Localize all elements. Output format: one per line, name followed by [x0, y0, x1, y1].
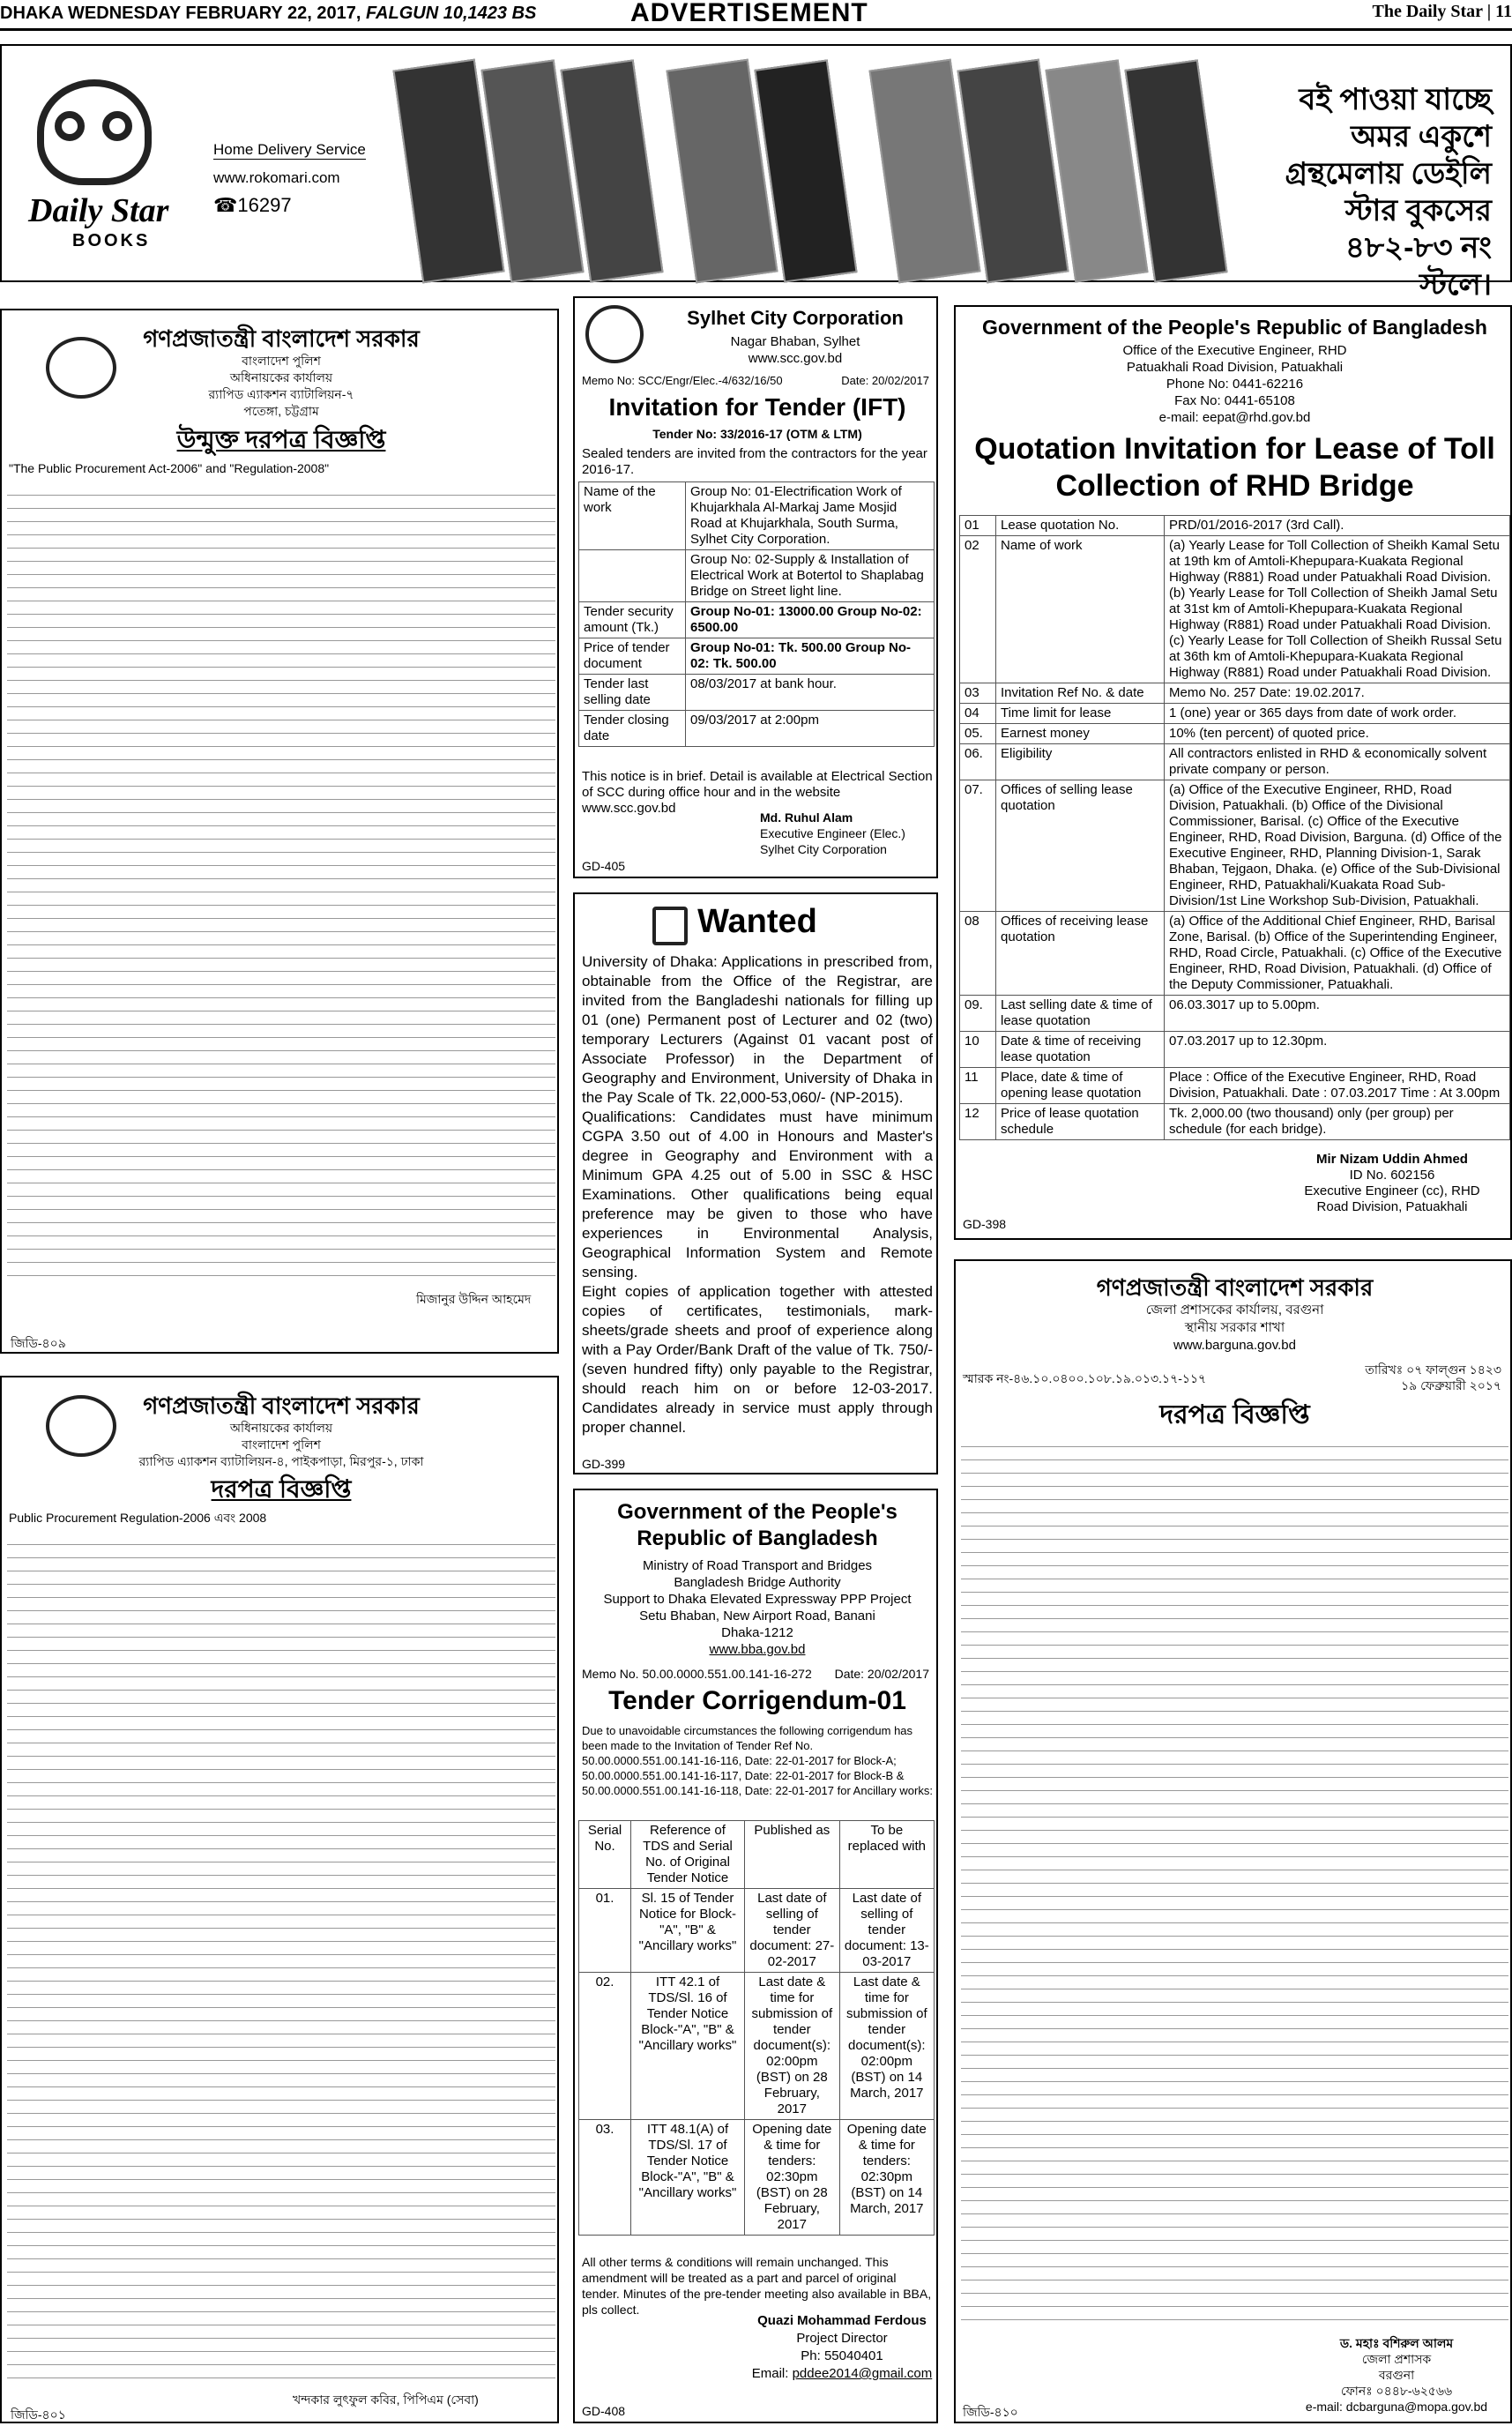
gd-number: জিডি-৪০১: [11, 2407, 66, 2422]
daily-star-books-banner: [0, 44, 1512, 302]
table-row: 01. Sl. 15 of Tender Notice for Block-"A", "B" & "Ancillary works" Last date of selling of tender document: 27-02-2017 Last date of selling of tender document: 13-03-2017: [579, 1889, 935, 1973]
notice-heading: উন্মুক্ত দরপত্র বিজ্ঞপ্তি: [176, 426, 386, 453]
table-row: 06. Eligibility All contractors enlisted in RHD & economically solvent private company or person.: [960, 744, 1510, 780]
notice-intro: Public Procurement Regulation-2006 এবং 2008: [9, 1511, 267, 1525]
notice-title: গণপ্রজাতন্ত্রী বাংলাদেশ সরকার: [143, 1392, 420, 1419]
memo-date: Date: 20/02/2017: [841, 374, 929, 387]
table-row: 01 Lease quotation No. PRD/01/2016-2017 (3rd Call).: [960, 516, 1510, 536]
notice-note: This notice is in brief. Detail is available at Electrical Section of SCC during office hour and in the website www.scc.gov.bd: [582, 769, 933, 816]
bangla-promo-text: বই পাওয়া যাচ্ছে অমর একুশে গ্রন্থমেলায় ডেইলি স্টার বুকসের ৪৮২-৮৩ নং স্টলে।: [1285, 83, 1492, 302]
table-row: 02. ITT 42.1 of TDS/Sl. 16 of Tender Notice Block-"A", "B" & "Ancillary works" Last date & time for submission of tender document(s): 02:00pm (BST) on 28 February, 2017 Last date & time for submission of tender document(s): 02:00pm (BST) on 14 March, 2017: [579, 1973, 935, 2120]
table-row: Name of the work Group No: 01-Electrification Work of Khujarkhala Al-Markaj Jame Mosjid Road at Khujarkhala, South Surma, Sylhet City Corporation.: [579, 482, 935, 550]
signatory: Mir Nizam Uddin Ahmed ID No. 602156 Executive Engineer (cc), RHD Road Division, Patuakhali: [1304, 1152, 1480, 1214]
table-header-row: Serial No. Reference of TDS and Serial No. of Original Tender Notice Published as To be replaced with: [579, 1821, 935, 1889]
notice-table: [956, 1434, 1512, 2316]
table-row: 12 Price of lease quotation schedule Tk. 2,000.00 (two thousand) only (per group) per schedule (for each bridge).: [960, 1104, 1510, 1140]
owl-logo-icon: [37, 79, 152, 185]
scc-emblem-icon: [585, 305, 644, 363]
tender-details-table: [578, 481, 935, 747]
header-dateline: DHAKA WEDNESDAY FEBRUARY 22, 2017, FALGUN 10,1423 BS: [0, 4, 537, 23]
table-row: 11 Place, date & time of opening lease quotation Place : Office of the Executive Engineer, RHD, Road Division, Patuakhali. Date : 07.03.2017 Time : At 3.00pm: [960, 1068, 1510, 1104]
gd-number: GD-405: [582, 859, 626, 873]
notice-title: গণপ্রজাতন্ত্রী বাংলাদেশ সরকার: [1096, 1274, 1374, 1301]
table-row: 10 Date & time of receiving lease quotation 07.03.2017 up to 12.30pm.: [960, 1032, 1510, 1068]
notice-note: All other terms & conditions will remain unchanged. This amendment will be treated as a part and parcel of original tender. Minutes of the pre-tender meeting also available in BBA, pls collect.: [582, 2255, 932, 2317]
signatory: ড. মহাঃ বশিরুল আলম জেলা প্রশাসক বরগুনা ফোনঃ ০৪৪৮-৬২৫৬৬ e-mail: dcbarguna@mopa.gov.bd: [1305, 2336, 1488, 2414]
signatory: Md. Ruhul Alam Executive Engineer (Elec.) Sylhet City Corporation: [760, 810, 905, 856]
notice-address: জেলা প্রশাসকের কার্যালয়, বরগুনা স্থানীয় সরকার শাখা www.barguna.gov.bd: [1145, 1303, 1324, 1353]
notice-heading: Invitation for Tender (IFT): [608, 393, 906, 421]
notice-body: University of Dhaka: Applications in prescribed from, obtainable from the Office of the Registrar, are invited from the Bangladeshi nationals for filling up 01 (one) Permanent post of Lecturer and 02 (two) temporary Lecturers (Against 01 vacant post of Associate Professor) in the Department of Geography and Environment, University of Dhaka in the Pay Scale of Tk. 22,000-53,060/- (NP-2015). Qualifications: Candidates must have minimum CGPA 3.50 out of 4.00 in Honours and Master's degree in Geography and Environment with a Minimum GPA 4.25 out of 5.00 in SSC & HSC Examinations. Other qualifications being equal preference may be given to those who have experiences in Environmental Analysis, Geographical Information System and Remote sensing. Eight copies of application together with attested copies of certificates, testimonials, mark-sheets/grade sheets and proof of experience along with a Pay Order/Bank Draft of the value of Tk. 750/- (seven hundred fifty) only payable to the Registrar, should reach him on or before 12-03-2017. Candidates already in service must apply through proper channel.: [582, 953, 933, 1436]
bba-corrigendum-notice: [573, 1489, 938, 2423]
notice-heading: Quotation Invitation for Lease of Toll Collection of RHD Bridge: [974, 432, 1495, 503]
notice-intro: Due to unavoidable circumstances the following corrigendum has been made to the Invitation of Tender Ref No. 50.00.0000.551.00.141-16-116, Date: 22-01-2017 for Block-A; 50.00.0000.551.00.141-16-117, Date: 22-01-2017 for Block-B & 50.00.0000.551.00.141-16-118, Date: 22-01-2017 for Ancillary works:: [582, 1724, 933, 1797]
rab7-tender-notice: [0, 309, 559, 1354]
notice-title: গণপ্রজাতন্ত্রী বাংলাদেশ সরকার: [143, 325, 420, 352]
gd-number: GD-398: [963, 1217, 1007, 1231]
rab4-tender-notice: [0, 1376, 559, 2423]
table-row: 07. Offices of selling lease quotation (a) Office of the Executive Engineer, RHD, Road Division, Patuakhali. (b) Office of the Divisional Commissioner, Barisal. (c) Office of the Executive Engineer, RHD, Road Division, Barguna. (d) Office of the Executive Engineer, RHD, Planning Division-1, Sarak Bhaban, Tejgaon, Dhaka. (e) Office of the Sub-Divisional Engineer, RHD, Patuakhali/Kuakata Road Sub-Division/1st Line Workshop Sub-Division, Patuakhali.: [960, 780, 1510, 912]
notice-intro: Sealed tenders are invited from the contractors for the year 2016-17.: [582, 446, 927, 477]
logo-text: Daily Star: [28, 192, 169, 229]
website-link[interactable]: www.rokomari.com: [213, 169, 340, 186]
table-row: 05. Earnest money 10% (ten percent) of quoted price.: [960, 724, 1510, 744]
memo-date: Date: 20/02/2017: [834, 1667, 929, 1681]
table-row: 03. ITT 48.1(A) of TDS/Sl. 17 of Tender Notice Block-"A", "B" & "Ancillary works" Opening date & time for tenders: 02:30pm (BST) on 28 February, 2017 Opening date & time for tenders: 02:30pm (BST) on 14 March, 2017: [579, 2120, 935, 2236]
signatory: Quazi Mohammad Ferdous Project Director Ph: 55040401 Email: pddee2014@gmail.com: [751, 2313, 933, 2381]
memo-number: স্মারক নং-৪৬.১০.০৪০০.১০৮.১৯.০১৩.১৭-১১৭: [963, 1371, 1207, 1385]
header-brand: The Daily Star | 11: [1372, 2, 1512, 21]
notice-table: [2, 1532, 561, 2361]
tender-number: Tender No: 33/2016-17 (OTM & LTM): [652, 427, 862, 441]
notice-address: Ministry of Road Transport and Bridges Bangladesh Bridge Authority Support to Dhaka Elevated Expressway PPP Project Setu Bhaban, New Airport Road, Banani Dhaka-1212 www.bba.gov.bd: [603, 1558, 912, 1657]
memo-number: Memo No. 50.00.0000.551.00.141-16-272: [582, 1667, 812, 1681]
table-row: 04 Time limit for lease 1 (one) year or 365 days from date of work order.: [960, 704, 1510, 724]
notice-title: Government of the People's Republic of Bangladesh: [617, 1500, 898, 1550]
sylhet-tender-notice: [573, 296, 938, 878]
notice-intro: "The Public Procurement Act-2006" and "Regulation-2008": [9, 461, 330, 475]
table-row: 09. Last selling date & time of lease quotation 06.03.3017 up to 5.00pm.: [960, 996, 1510, 1032]
notice-heading: দরপত্র বিজ্ঞপ্তি: [1159, 1400, 1310, 1429]
gd-number: জিডি-৪১০: [963, 2405, 1018, 2419]
notice-heading: Wanted: [697, 903, 817, 940]
table-row: 03 Invitation Ref No. & date Memo No. 257 Date: 19.02.2017.: [960, 683, 1510, 704]
table-row: 08 Offices of receiving lease quotation (a) Office of the Additional Chief Engineer, RHD, Barisal Zone, Barisal. (b) Office of the Superintending Engineer, RHD, Road Circle, Patuakhali. (c) Office of the Executive Engineer, RHD, Road Division, Patuakhali. (d) Office of the Deputy Commissioner, Patuakhali.: [960, 912, 1510, 996]
email-link[interactable]: pddee2014@gmail.com: [792, 2366, 933, 2381]
gd-number: GD-408: [582, 2404, 626, 2418]
delivery-label: Home Delivery Service: [213, 141, 366, 158]
signatory: মিজানুর উদ্দিন আহমেদ: [416, 1292, 532, 1306]
wanted-notice: [573, 892, 938, 1474]
notice-address: বাংলাদেশ পুলিশ অধিনায়কের কার্যালয় র‍্যাপিড এ্যাকশন ব্যাটালিয়ন-৭ পতেঙ্গা, চট্টগ্রাম: [208, 354, 354, 418]
table-row: 02 Name of work (a) Yearly Lease for Toll Collection of Sheikh Kamal Setu at 19th km of Amtoli-Khepupara-Kuakata Regional Highway (R881) Road under Patuakhali Road Division. (b) Yearly Lease for Toll Collection of Sheikh Jamal Setu at 31st km of Amtoli-Khepupara-Kuakata Regional Highway (R881) Road under Patuakhali Road Division. (c) Yearly Lease for Toll Collection of Sheikh Russal Setu at 36th km of Amtoli-Khepupara-Kuakata Regional Highway (R881) Road under Patuakhali Road Division.: [960, 536, 1510, 683]
memo-date: তারিখঃ ০৭ ফাল্গুন ১৪২৩ ১৯ ফেব্রুয়ারী ২০১৭: [1365, 1362, 1501, 1392]
notice-title: Sylhet City Corporation: [687, 307, 904, 329]
hotline-number: ☎16297: [213, 194, 292, 216]
logo-subtext: BOOKS: [72, 231, 151, 250]
barguna-tender-notice: [954, 1259, 1512, 2423]
header-section-title: ADVERTISEMENT: [630, 0, 868, 27]
table-row: Price of tender document Group No-01: Tk. 500.00 Group No-02: Tk. 500.00: [579, 638, 935, 675]
gd-number: জিডি-৪০৯: [11, 1336, 66, 1350]
signatory: খন্দকার লুৎফুল কবির, পিপিএম (সেবা): [293, 2392, 479, 2407]
gd-number: GD-399: [582, 1457, 626, 1471]
notice-address: Nagar Bhaban, Sylhet www.scc.gov.bd: [730, 334, 860, 366]
notice-title: Government of the People's Republic of Bangladesh: [982, 316, 1487, 339]
notice-heading: Tender Corrigendum-01: [608, 1686, 906, 1715]
notice-table: [2, 482, 561, 1276]
notice-heading: দরপত্র বিজ্ঞপ্তি: [211, 1475, 352, 1503]
table-row: Tender closing date 09/03/2017 at 2:00pm: [579, 711, 935, 747]
memo-number: Memo No: SCC/Engr/Elec.-4/632/16/50: [582, 374, 783, 387]
quotation-table: [959, 515, 1510, 1140]
rhd-quotation-notice: [954, 305, 1512, 1240]
notice-address: Office of the Executive Engineer, RHD Patuakhali Road Division, Patuakhali Phone No: 0441-62216 Fax No: 0441-65108 e-mail: eepat@rhd.gov.bd: [1122, 343, 1347, 425]
notice-address: অধিনায়কের কার্যালয় বাংলাদেশ পুলিশ র‍্যাপিড এ্যাকশন ব্যাটালিয়ন-৪, পাইকপাড়া, মিরপুর-১, ঢাকা: [138, 1421, 424, 1468]
table-row: Group No: 02-Supply & Installation of Electrical Work at Botertol to Shaplabag Bridge on Street light line.: [579, 550, 935, 602]
page-header: [0, 0, 1512, 31]
table-row: Tender last selling date 08/03/2017 at bank hour.: [579, 675, 935, 711]
corrigendum-table: [578, 1820, 935, 2236]
table-row: Tender security amount (Tk.) Group No-01: 13000.00 Group No-02: 6500.00: [579, 602, 935, 638]
